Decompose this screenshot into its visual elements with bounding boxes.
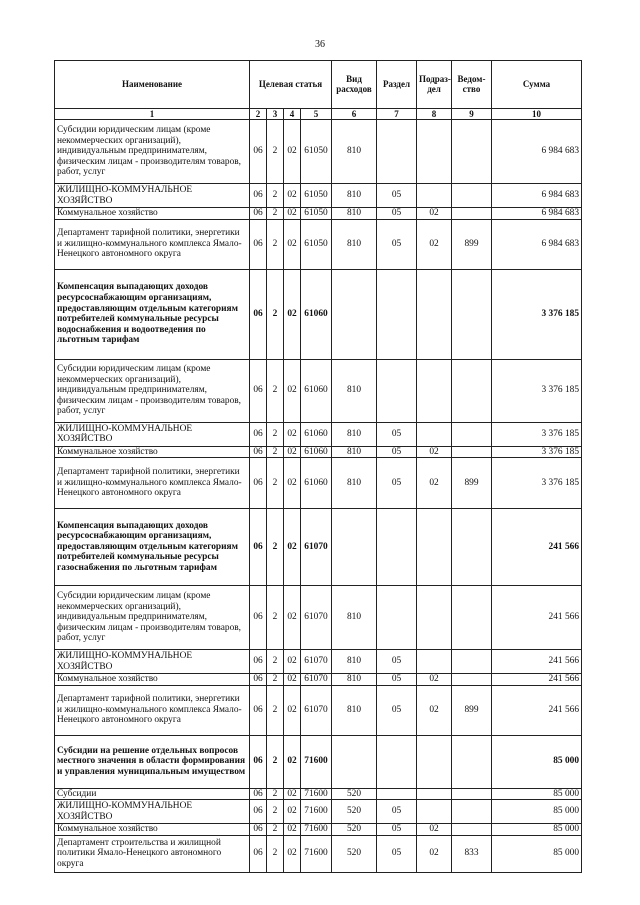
cell-subprogram: 2: [267, 586, 284, 650]
cell-subsection: 02: [417, 208, 452, 220]
cell-direction: 71600: [301, 835, 332, 872]
table-row: [55, 458, 582, 509]
cell-subsection: 02: [417, 446, 452, 458]
cell-amount: 6 984 683: [492, 208, 582, 220]
cell-expense-type: 810: [332, 184, 377, 208]
cell-subprogram: 2: [267, 788, 284, 800]
cell-subprogram: 2: [267, 735, 284, 788]
cell-name: ЖИЛИЩНО-КОММУНАЛЬНОЕ ХОЗЯЙСТВО: [55, 184, 250, 208]
cell-department: [452, 735, 492, 788]
cell-expense-type: 810: [332, 422, 377, 446]
cell-subprogram: 2: [267, 685, 284, 735]
cell-expense-type: 810: [332, 446, 377, 458]
cell-subprogram: 2: [267, 422, 284, 446]
cell-section: 05: [377, 800, 417, 824]
cell-name: Департамент тарифной политики, энергетики и жилищно-коммунального комплекса Ямало-Ненецкого автономного округа: [55, 219, 250, 269]
cell-amount: 85 000: [492, 835, 582, 872]
cell-department: [452, 674, 492, 686]
cell-subprogram: 2: [267, 650, 284, 674]
table-row: [55, 586, 582, 650]
table-row: [55, 800, 582, 824]
cell-amount: 3 376 185: [492, 269, 582, 359]
cell-main-activity: 02: [284, 800, 301, 824]
cell-direction: 61070: [301, 509, 332, 586]
table-row: [55, 446, 582, 458]
cell-section: 05: [377, 458, 417, 509]
cell-amount: 241 566: [492, 650, 582, 674]
cell-main-activity: 02: [284, 586, 301, 650]
cell-department: [452, 509, 492, 586]
cell-main-activity: 02: [284, 184, 301, 208]
cell-program: 06: [250, 120, 267, 184]
cell-direction: 71600: [301, 824, 332, 836]
cell-department: [452, 788, 492, 800]
budget-table: [54, 60, 582, 873]
cell-main-activity: 02: [284, 509, 301, 586]
cell-subsection: [417, 800, 452, 824]
cell-expense-type: 810: [332, 674, 377, 686]
cell-subprogram: 2: [267, 359, 284, 422]
cell-main-activity: 02: [284, 208, 301, 220]
cell-name: Департамент тарифной политики, энергетики и жилищно-коммунального комплекса Ямало-Ненецкого автономного округа: [55, 685, 250, 735]
column-number: 8: [417, 109, 452, 120]
cell-subsection: [417, 586, 452, 650]
cell-amount: 3 376 185: [492, 422, 582, 446]
cell-department: [452, 208, 492, 220]
cell-amount: 85 000: [492, 735, 582, 788]
cell-direction: 61050: [301, 120, 332, 184]
table-row: [55, 359, 582, 422]
cell-subprogram: 2: [267, 835, 284, 872]
cell-expense-type: [332, 509, 377, 586]
cell-section: 05: [377, 824, 417, 836]
cell-main-activity: 02: [284, 359, 301, 422]
cell-main-activity: 02: [284, 219, 301, 269]
cell-subprogram: 2: [267, 674, 284, 686]
cell-amount: 3 376 185: [492, 458, 582, 509]
column-number: 5: [301, 109, 332, 120]
cell-name: Субсидии юридическим лицам (кроме некоммерческих организаций), индивидуальным предпринимателям, физическим лицам - производителям товаров, работ, услуг: [55, 359, 250, 422]
cell-direction: 61060: [301, 359, 332, 422]
cell-amount: 3 376 185: [492, 359, 582, 422]
cell-expense-type: 810: [332, 586, 377, 650]
cell-subsection: 02: [417, 824, 452, 836]
cell-department: [452, 650, 492, 674]
cell-subprogram: 2: [267, 120, 284, 184]
cell-section: [377, 509, 417, 586]
table-row: [55, 269, 582, 359]
table-row: [55, 685, 582, 735]
cell-direction: 61060: [301, 458, 332, 509]
cell-name: Субсидии юридическим лицам (кроме некоммерческих организаций), индивидуальным предпринимателям, физическим лицам - производителям товаров, работ, услуг: [55, 120, 250, 184]
cell-expense-type: 520: [332, 824, 377, 836]
cell-subsection: [417, 120, 452, 184]
cell-direction: 61070: [301, 674, 332, 686]
cell-program: 06: [250, 458, 267, 509]
cell-department: 899: [452, 219, 492, 269]
cell-main-activity: 02: [284, 446, 301, 458]
cell-section: 05: [377, 674, 417, 686]
cell-section: [377, 735, 417, 788]
cell-department: [452, 184, 492, 208]
cell-amount: 3 376 185: [492, 446, 582, 458]
cell-subsection: [417, 788, 452, 800]
cell-program: 06: [250, 219, 267, 269]
cell-direction: 61060: [301, 269, 332, 359]
cell-section: [377, 788, 417, 800]
cell-department: [452, 446, 492, 458]
cell-direction: 61050: [301, 219, 332, 269]
cell-program: 06: [250, 835, 267, 872]
cell-program: 06: [250, 509, 267, 586]
table-row: [55, 208, 582, 220]
cell-name: Субсидии на решение отдельных вопросов местного значения в области формирования и управления муниципальным имуществом: [55, 735, 250, 788]
table-row: [55, 835, 582, 872]
cell-amount: 241 566: [492, 685, 582, 735]
cell-amount: 85 000: [492, 800, 582, 824]
header-target-article: Целевая статья: [250, 61, 332, 109]
column-numbers-row: [55, 109, 582, 120]
column-number: 1: [55, 109, 250, 120]
cell-subsection: 02: [417, 674, 452, 686]
cell-main-activity: 02: [284, 422, 301, 446]
table-row: [55, 650, 582, 674]
cell-department: 833: [452, 835, 492, 872]
cell-direction: 71600: [301, 735, 332, 788]
cell-subprogram: 2: [267, 269, 284, 359]
cell-amount: 6 984 683: [492, 184, 582, 208]
cell-section: 05: [377, 219, 417, 269]
table-row: [55, 735, 582, 788]
cell-expense-type: 810: [332, 359, 377, 422]
cell-subsection: [417, 422, 452, 446]
cell-name: ЖИЛИЩНО-КОММУНАЛЬНОЕ ХОЗЯЙСТВО: [55, 800, 250, 824]
table-row: [55, 824, 582, 836]
cell-amount: 85 000: [492, 824, 582, 836]
cell-section: [377, 359, 417, 422]
cell-department: 899: [452, 685, 492, 735]
cell-main-activity: 02: [284, 788, 301, 800]
header-department: Ведом-ство: [452, 61, 492, 109]
cell-program: 06: [250, 824, 267, 836]
cell-name: ЖИЛИЩНО-КОММУНАЛЬНОЕ ХОЗЯЙСТВО: [55, 422, 250, 446]
cell-subsection: [417, 184, 452, 208]
column-number: 7: [377, 109, 417, 120]
cell-name: Компенсация выпадающих доходов ресурсоснабжающим организациям, предоставляющим отдельным категориям потребителей коммунальные ресурсы водоснабжения и водоотведения по льготным тарифам: [55, 269, 250, 359]
cell-subprogram: 2: [267, 184, 284, 208]
column-number: 10: [492, 109, 582, 120]
cell-direction: 71600: [301, 800, 332, 824]
cell-name: Коммунальное хозяйство: [55, 824, 250, 836]
cell-expense-type: 810: [332, 650, 377, 674]
column-number: 9: [452, 109, 492, 120]
cell-direction: 61050: [301, 208, 332, 220]
header-expense-type: Вид расходов: [332, 61, 377, 109]
column-number: 6: [332, 109, 377, 120]
cell-program: 06: [250, 184, 267, 208]
cell-subprogram: 2: [267, 800, 284, 824]
cell-section: 05: [377, 422, 417, 446]
cell-subprogram: 2: [267, 824, 284, 836]
cell-expense-type: [332, 269, 377, 359]
cell-direction: 61070: [301, 586, 332, 650]
table-header-row: [55, 61, 582, 109]
cell-expense-type: 810: [332, 120, 377, 184]
cell-program: 06: [250, 674, 267, 686]
table-row: [55, 674, 582, 686]
cell-program: 06: [250, 735, 267, 788]
header-subsection: Подраз-дел: [417, 61, 452, 109]
table-row: [55, 788, 582, 800]
cell-expense-type: 810: [332, 685, 377, 735]
cell-department: [452, 120, 492, 184]
cell-section: [377, 120, 417, 184]
cell-expense-type: 520: [332, 788, 377, 800]
cell-main-activity: 02: [284, 824, 301, 836]
cell-subprogram: 2: [267, 509, 284, 586]
cell-amount: 241 566: [492, 674, 582, 686]
cell-section: [377, 269, 417, 359]
table-row: [55, 509, 582, 586]
page-number: 36: [315, 39, 325, 50]
cell-expense-type: 520: [332, 835, 377, 872]
cell-subprogram: 2: [267, 458, 284, 509]
cell-direction: 61070: [301, 685, 332, 735]
cell-amount: 241 566: [492, 586, 582, 650]
cell-program: 06: [250, 800, 267, 824]
cell-main-activity: 02: [284, 685, 301, 735]
cell-name: Субсидии: [55, 788, 250, 800]
cell-subsection: [417, 735, 452, 788]
cell-subprogram: 2: [267, 208, 284, 220]
cell-expense-type: 810: [332, 219, 377, 269]
cell-program: 06: [250, 422, 267, 446]
cell-direction: 61070: [301, 650, 332, 674]
cell-subprogram: 2: [267, 446, 284, 458]
cell-name: Коммунальное хозяйство: [55, 208, 250, 220]
header-name: Наименование: [55, 61, 250, 109]
cell-program: 06: [250, 788, 267, 800]
cell-department: 899: [452, 458, 492, 509]
budget-table-body: [55, 120, 582, 873]
cell-amount: 6 984 683: [492, 219, 582, 269]
cell-subsection: 02: [417, 219, 452, 269]
cell-section: 05: [377, 835, 417, 872]
cell-program: 06: [250, 650, 267, 674]
column-number: 2: [250, 109, 267, 120]
cell-name: ЖИЛИЩНО-КОММУНАЛЬНОЕ ХОЗЯЙСТВО: [55, 650, 250, 674]
cell-department: [452, 422, 492, 446]
cell-direction: 61050: [301, 184, 332, 208]
column-number: 4: [284, 109, 301, 120]
cell-department: [452, 824, 492, 836]
cell-name: Департамент тарифной политики, энергетики и жилищно-коммунального комплекса Ямало-Ненецкого автономного округа: [55, 458, 250, 509]
cell-main-activity: 02: [284, 650, 301, 674]
cell-main-activity: 02: [284, 735, 301, 788]
cell-subsection: 02: [417, 458, 452, 509]
cell-expense-type: 810: [332, 458, 377, 509]
cell-section: [377, 586, 417, 650]
cell-direction: 61060: [301, 446, 332, 458]
column-number: 3: [267, 109, 284, 120]
cell-name: Компенсация выпадающих доходов ресурсоснабжающим организациям, предоставляющим отдельным категориям потребителей коммунальные ресурсы газоснабжения по льготным тарифам: [55, 509, 250, 586]
table-row: [55, 422, 582, 446]
table-row: [55, 219, 582, 269]
cell-section: 05: [377, 446, 417, 458]
cell-department: [452, 269, 492, 359]
cell-department: [452, 800, 492, 824]
cell-section: 05: [377, 650, 417, 674]
cell-main-activity: 02: [284, 120, 301, 184]
table-row: [55, 184, 582, 208]
cell-name: Коммунальное хозяйство: [55, 446, 250, 458]
cell-name: Департамент строительства и жилищной политики Ямало-Ненецкого автономного округа: [55, 835, 250, 872]
cell-subsection: [417, 359, 452, 422]
cell-name: Коммунальное хозяйство: [55, 674, 250, 686]
cell-name: Субсидии юридическим лицам (кроме некоммерческих организаций), индивидуальным предпринимателям, физическим лицам - производителям товаров, работ, услуг: [55, 586, 250, 650]
header-amount: Сумма: [492, 61, 582, 109]
table-row: [55, 120, 582, 184]
cell-main-activity: 02: [284, 458, 301, 509]
cell-direction: 61060: [301, 422, 332, 446]
cell-main-activity: 02: [284, 674, 301, 686]
cell-program: 06: [250, 269, 267, 359]
cell-expense-type: [332, 735, 377, 788]
cell-program: 06: [250, 359, 267, 422]
cell-direction: 71600: [301, 788, 332, 800]
cell-program: 06: [250, 208, 267, 220]
cell-subsection: 02: [417, 685, 452, 735]
cell-main-activity: 02: [284, 835, 301, 872]
cell-expense-type: 810: [332, 208, 377, 220]
cell-section: 05: [377, 184, 417, 208]
cell-department: [452, 586, 492, 650]
header-section: Раздел: [377, 61, 417, 109]
cell-subsection: [417, 650, 452, 674]
cell-subsection: 02: [417, 835, 452, 872]
cell-department: [452, 359, 492, 422]
cell-subsection: [417, 269, 452, 359]
cell-subsection: [417, 509, 452, 586]
cell-expense-type: 520: [332, 800, 377, 824]
cell-amount: 241 566: [492, 509, 582, 586]
cell-program: 06: [250, 685, 267, 735]
cell-subprogram: 2: [267, 219, 284, 269]
cell-section: 05: [377, 208, 417, 220]
cell-section: 05: [377, 685, 417, 735]
cell-main-activity: 02: [284, 269, 301, 359]
cell-program: 06: [250, 586, 267, 650]
cell-amount: 85 000: [492, 788, 582, 800]
cell-amount: 6 984 683: [492, 120, 582, 184]
cell-program: 06: [250, 446, 267, 458]
